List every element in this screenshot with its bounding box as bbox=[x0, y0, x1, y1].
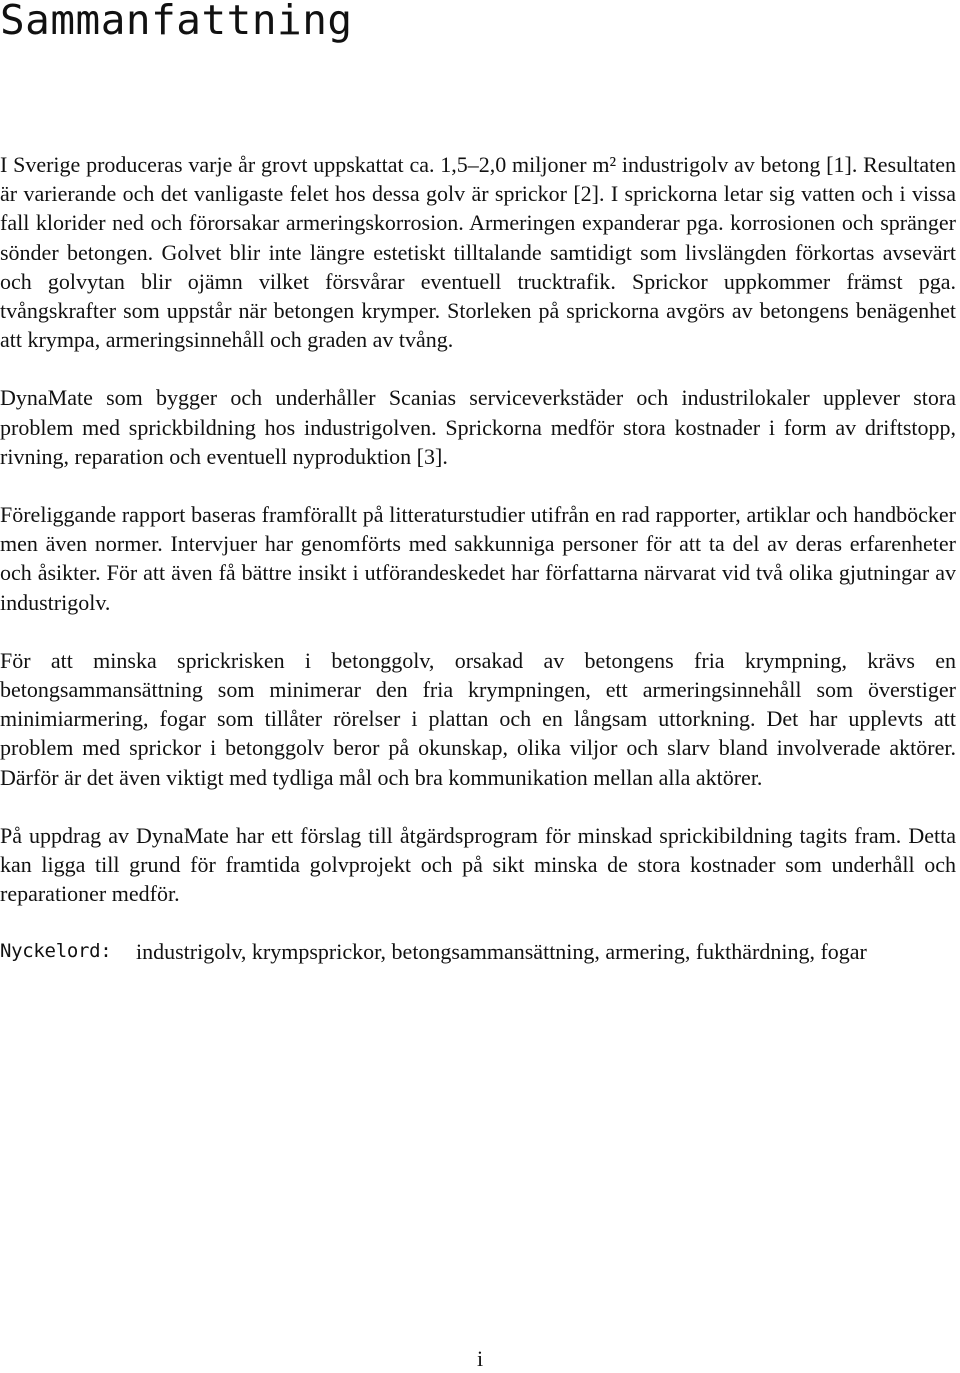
paragraph-2: DynaMate som bygger och underhåller Scanias serviceverkstäder och industrilokaler upplever stora problem med sprickbildning hos industrigolven. Sprickorna medför stora kostnader i form av driftstopp, rivning, reparation och eventuell nyproduktion [3]. bbox=[0, 385, 956, 469]
keywords-label: Nyckelord: bbox=[0, 940, 112, 963]
paragraph-5: På uppdrag av DynaMate har ett förslag till åtgärdsprogram för minskad sprickibildning tagits fram. Detta kan ligga till grund för framtida golvprojekt och på sikt minska de stora kostnader som underhåll och reparationer medför. bbox=[0, 822, 956, 907]
paragraph-3: Föreliggande rapport baseras framförallt på litteraturstudier utifrån en rad rapporter, artiklar och handböcker men även normer. Intervjuer har genomförts med sakkunniga personer för att ta del av deras erfarenheter och åsikter. För att även få bättre insikt i utförandeskedet har författarna närvarat vid två olika gjutningar av industrigolv. bbox=[0, 502, 956, 615]
paragraph-1: I Sverige produceras varje år grovt uppskattat ca. 1,5–2,0 miljoner m² industrigolv av betong [1]. Resultaten är varierande och det vanligaste felet hos dessa golv är sprickor [2]. I sprickorna letar sig vatten och i vissa fall klorider ned och förorsakar armeringskorrosion. Armeringen expanderar pga. korrosionen och spränger sönder betongen. Golvet blir inte längre estetiskt tilltalande samtidigt som livslängden förkortas avsevärt och golvytan blir ojämn vilket försvårar eventuell trucktrafik. Sprickor uppkommer främst pga. tvångskrafter som uppstår när betongen krymper. Storleken på sprickorna avgörs av betongens benägenhet att krympa, armeringsinnehåll och graden av tvång. bbox=[0, 152, 956, 353]
keywords bbox=[0, 937, 956, 966]
page-title: Sammanfattning bbox=[0, 0, 353, 44]
page-number: i bbox=[476, 1346, 484, 1371]
paragraph-4: För att minska sprickrisken i betonggolv, orsakad av betongens fria krympning, krävs en betongsammansättning som minimerar den fria krympningen, ett armeringsinnehåll som överstiger minimiarmering, fogar som tillåter rörelser i plattan och en långsam uttorkning. Det har upplevts att problem med sprickor i betonggolv beror på okunskap, olika viljor och slarv bland involverade aktörer. Därför är det även viktigt med tydliga mål och bra kommunikation mellan alla aktörer. bbox=[0, 647, 956, 790]
abstract-body bbox=[0, 150, 956, 967]
keywords-text: industrigolv, krympsprickor, betongsammansättning, armering, fukthärdning, fogar bbox=[136, 939, 867, 965]
